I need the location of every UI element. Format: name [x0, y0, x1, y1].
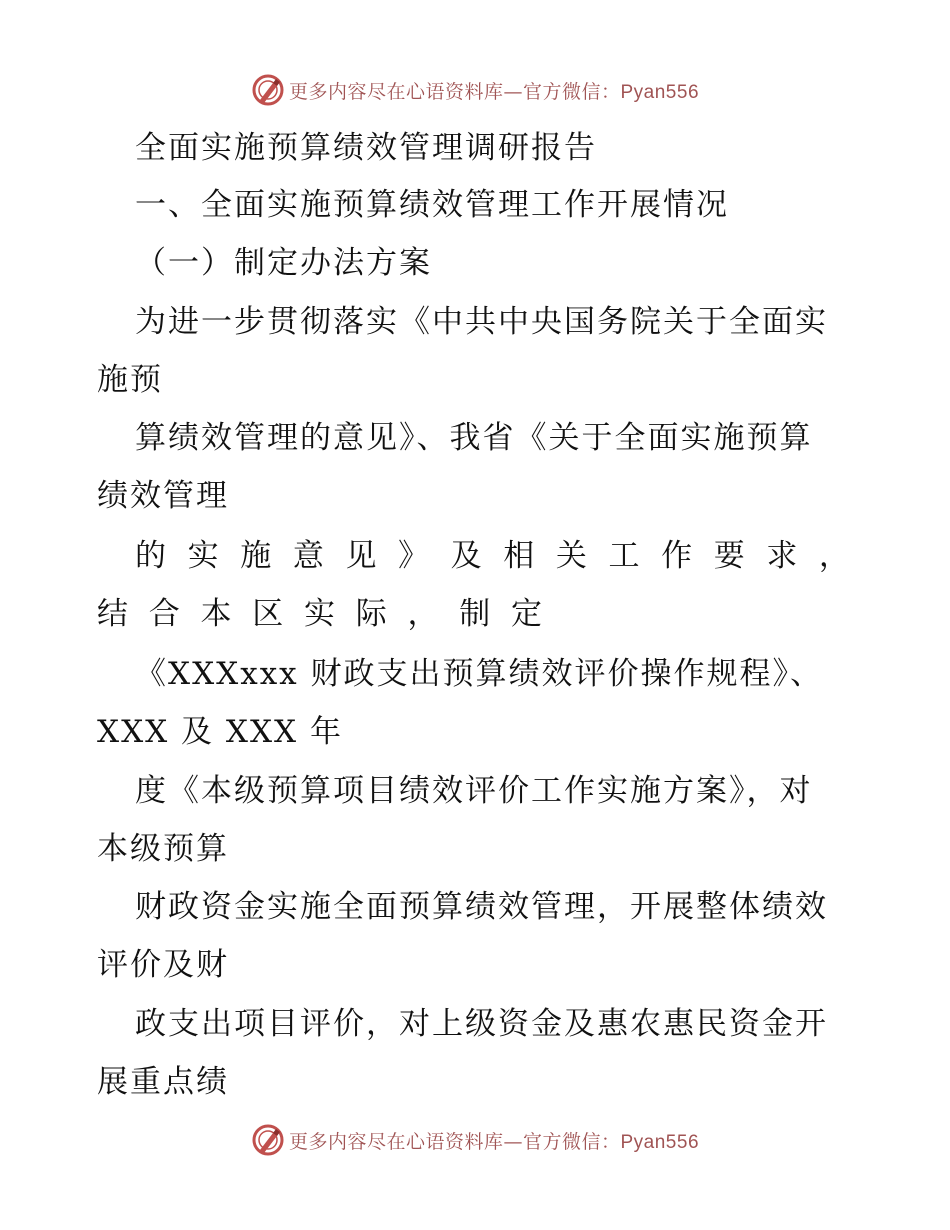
- paragraph-line: 算绩效管理的意见》、我省《关于全面实施预算: [135, 420, 813, 456]
- paragraph-line: 评价及财: [97, 947, 229, 983]
- paragraph-line: 为进一步贯彻落实《中共中央国务院关于全面实: [135, 304, 828, 340]
- paragraph-line: 绩效管理: [97, 478, 229, 514]
- paragraph-line: 施预: [97, 362, 163, 398]
- section-heading-1: 一、全面实施预算绩效管理工作开展情况: [135, 187, 729, 223]
- paragraph-line: 财政资金实施全面预算绩效管理，开展整体绩效: [135, 889, 828, 925]
- paragraph-line: 展重点绩: [97, 1064, 229, 1100]
- paragraph-line-spread: 结 合 本 区 实 际 ， 制 定: [97, 596, 542, 632]
- subsection-heading-1: （一）制定办法方案: [135, 245, 432, 281]
- paragraph-line: 《XXXxxx 财政支出预算绩效评价操作规程》、: [135, 656, 824, 692]
- document-title: 全面实施预算绩效管理调研报告: [135, 130, 597, 166]
- paragraph-line: 度《本级预算项目绩效评价工作实施方案》，对: [135, 773, 813, 809]
- watermark-text: 更多内容尽在心语资料库—官方微信：Pyan556: [288, 1130, 700, 1153]
- paragraph-line: 政支出项目评价，对上级资金及惠农惠民资金开: [135, 1006, 828, 1042]
- paragraph-line: 本级预算: [97, 831, 229, 867]
- footer-watermark-banner: [0, 1120, 950, 1160]
- paragraph-line: XXX 及 XXX 年: [97, 714, 343, 750]
- paragraph-line-spread: 的 实 施 意 见 》 及 相 关 工 作 要 求 ，: [135, 538, 850, 574]
- pen-circle-logo-icon: [251, 1123, 285, 1157]
- watermark-text: 更多内容尽在心语资料库—官方微信：Pyan556: [288, 80, 700, 103]
